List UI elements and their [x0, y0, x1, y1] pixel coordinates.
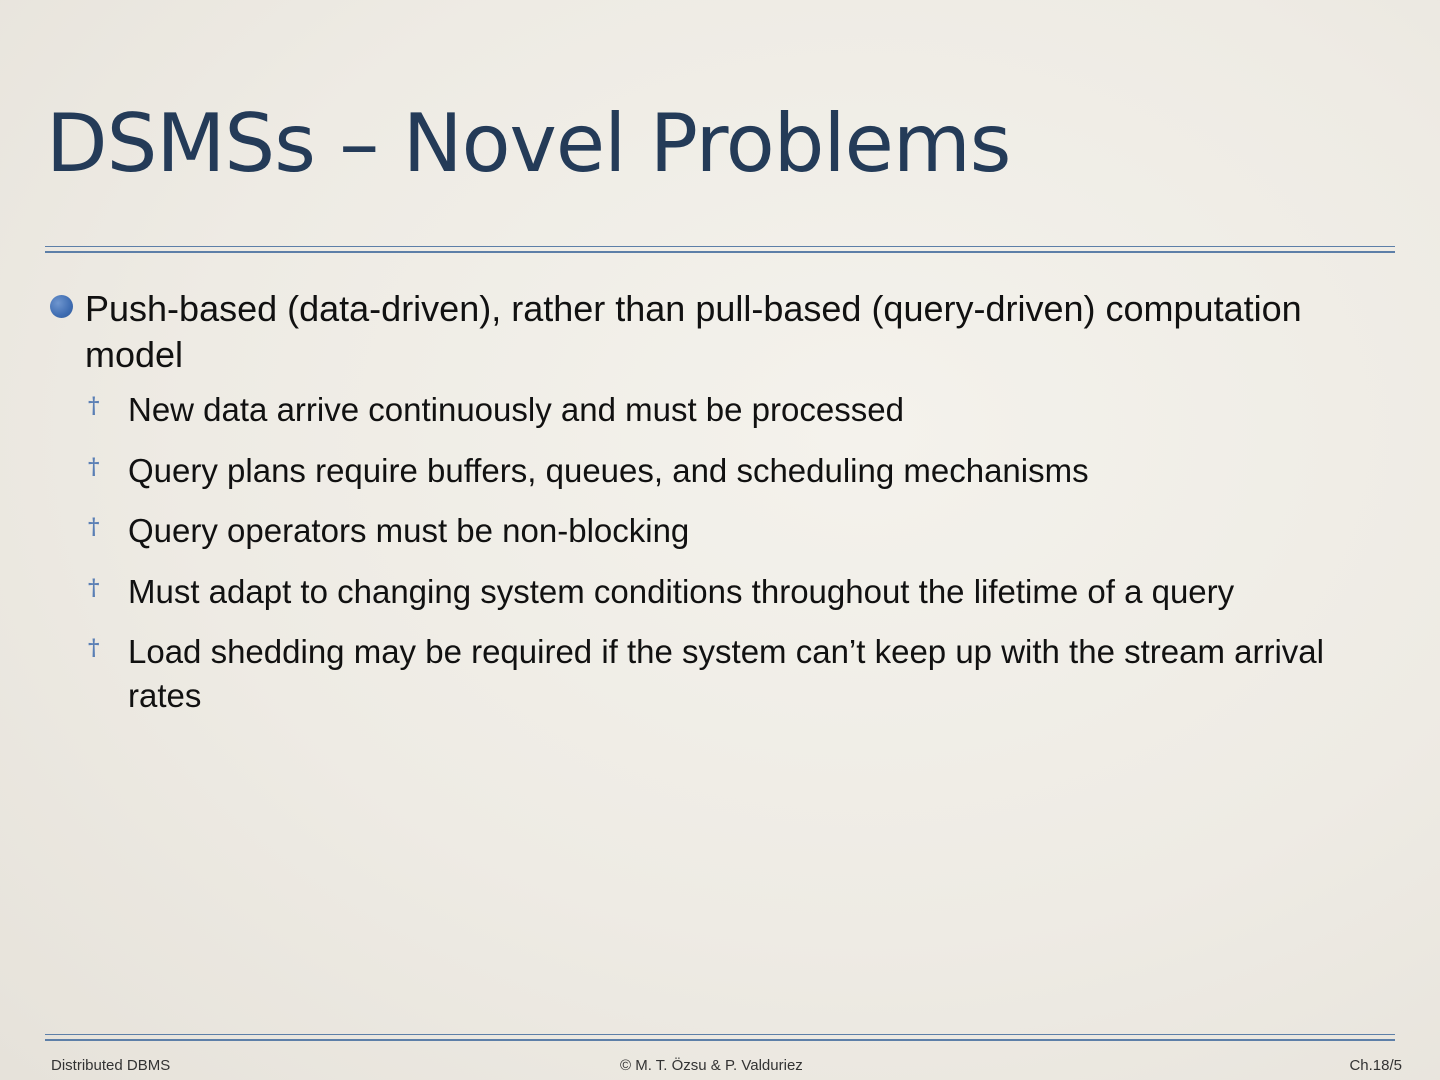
footer-page-number: Ch.18/5	[1349, 1057, 1402, 1074]
sub-bullet	[50, 630, 1400, 718]
bullet-level1-text: Push-based (data-driven), rather than pull-based (query-driven) computation model	[85, 288, 1302, 375]
dagger-icon: †	[88, 393, 100, 419]
title-divider	[45, 246, 1395, 253]
slide-title: DSMSs – Novel Problems	[46, 97, 1011, 190]
dagger-icon: †	[88, 574, 100, 601]
sub-bullet-text: New data arrive continuously and must be processed	[128, 391, 904, 428]
sub-bullet	[50, 388, 1400, 432]
sub-bullet	[50, 570, 1400, 614]
sub-bullet-text: Query operators must be non-blocking	[128, 512, 690, 549]
dagger-icon: †	[88, 514, 100, 540]
sub-bullet-text: Must adapt to changing system conditions throughout the lifetime of a query	[128, 572, 1235, 610]
footer-copyright: © M. T. Özsu & P. Valduriez	[620, 1057, 803, 1074]
blue-dot-icon	[50, 295, 73, 318]
sub-bullet	[50, 449, 1400, 493]
dagger-icon: †	[88, 453, 100, 480]
sub-bullet-text: Load shedding may be required if the system can’t keep up with the stream arrival rates	[128, 633, 1324, 714]
bullet-level1	[50, 286, 1400, 378]
sub-bullet	[50, 509, 1400, 553]
footer-divider	[45, 1034, 1395, 1041]
sub-bullet-text: Query plans require buffers, queues, and scheduling mechanisms	[128, 451, 1089, 489]
footer-course: Distributed DBMS	[51, 1057, 171, 1074]
dagger-icon: †	[88, 635, 100, 661]
slide-content	[50, 286, 1400, 735]
sub-bullet-list	[50, 388, 1400, 718]
